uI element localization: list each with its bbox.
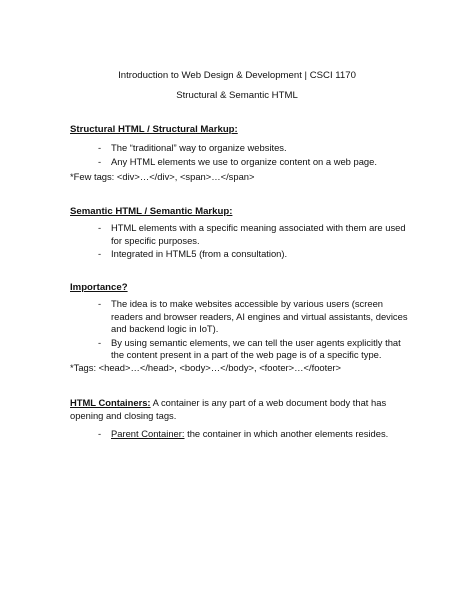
list-item-text: Any HTML elements we use to organize content on a web page. (111, 155, 377, 167)
list-item (70, 222, 415, 247)
containers-heading: HTML Containers: (70, 397, 151, 408)
semantic-bullet-list (70, 222, 415, 262)
dash-marker: - (98, 298, 102, 309)
document-title: Introduction to Web Design & Development | CSCI 1170 (118, 70, 356, 81)
containers-bullet-list (70, 428, 415, 442)
list-item (70, 428, 415, 441)
list-item-text: Integrated in HTML5 (from a consultation). (111, 248, 288, 260)
document-subtitle: Structural & Semantic HTML (176, 90, 298, 101)
list-item (70, 337, 415, 362)
importance-bullet-list (70, 298, 415, 363)
semantic-heading: Semantic HTML / Semantic Markup: (70, 206, 233, 217)
dash-marker: - (98, 222, 102, 233)
dash-marker: - (98, 142, 102, 153)
list-item (70, 156, 415, 169)
importance-heading: Importance? (70, 282, 128, 293)
structural-tags-note: *Few tags: <div>…</div>, <span>…</span> (70, 171, 255, 182)
parent-container-label: Parent Container: (111, 428, 185, 439)
containers-text: A container is any part of a web document body that has opening and closing tags. (70, 397, 387, 421)
dash-marker: - (98, 248, 102, 260)
list-item-text: The idea is to make websites accessible by various users (screen readers and browser readers, AI engines and virtual assistants, devices and backend logic in IoT). (111, 298, 408, 335)
containers-paragraph (70, 397, 410, 422)
parent-container-text: the container in which another elements resides. (184, 428, 389, 439)
list-item-text: The “traditional” way to organize websites. (111, 142, 287, 153)
list-item (70, 248, 415, 261)
dash-marker: - (98, 428, 102, 439)
dash-marker: - (98, 336, 102, 348)
structural-bullet-list (70, 142, 415, 169)
list-item (70, 298, 415, 336)
structural-heading: Structural HTML / Structural Markup: (70, 124, 238, 135)
list-item (70, 142, 415, 155)
list-item-text: HTML elements with a specific meaning associated with them are used for specific purposes. (111, 222, 406, 246)
dash-marker: - (98, 155, 102, 167)
list-item-text: By using semantic elements, we can tell the user agents explicitly that the content present in a part of the web page is of a specific type. (111, 336, 401, 361)
importance-tags-note: *Tags: <head>…</head>, <body>…</body>, <footer>…</footer> (70, 362, 342, 373)
